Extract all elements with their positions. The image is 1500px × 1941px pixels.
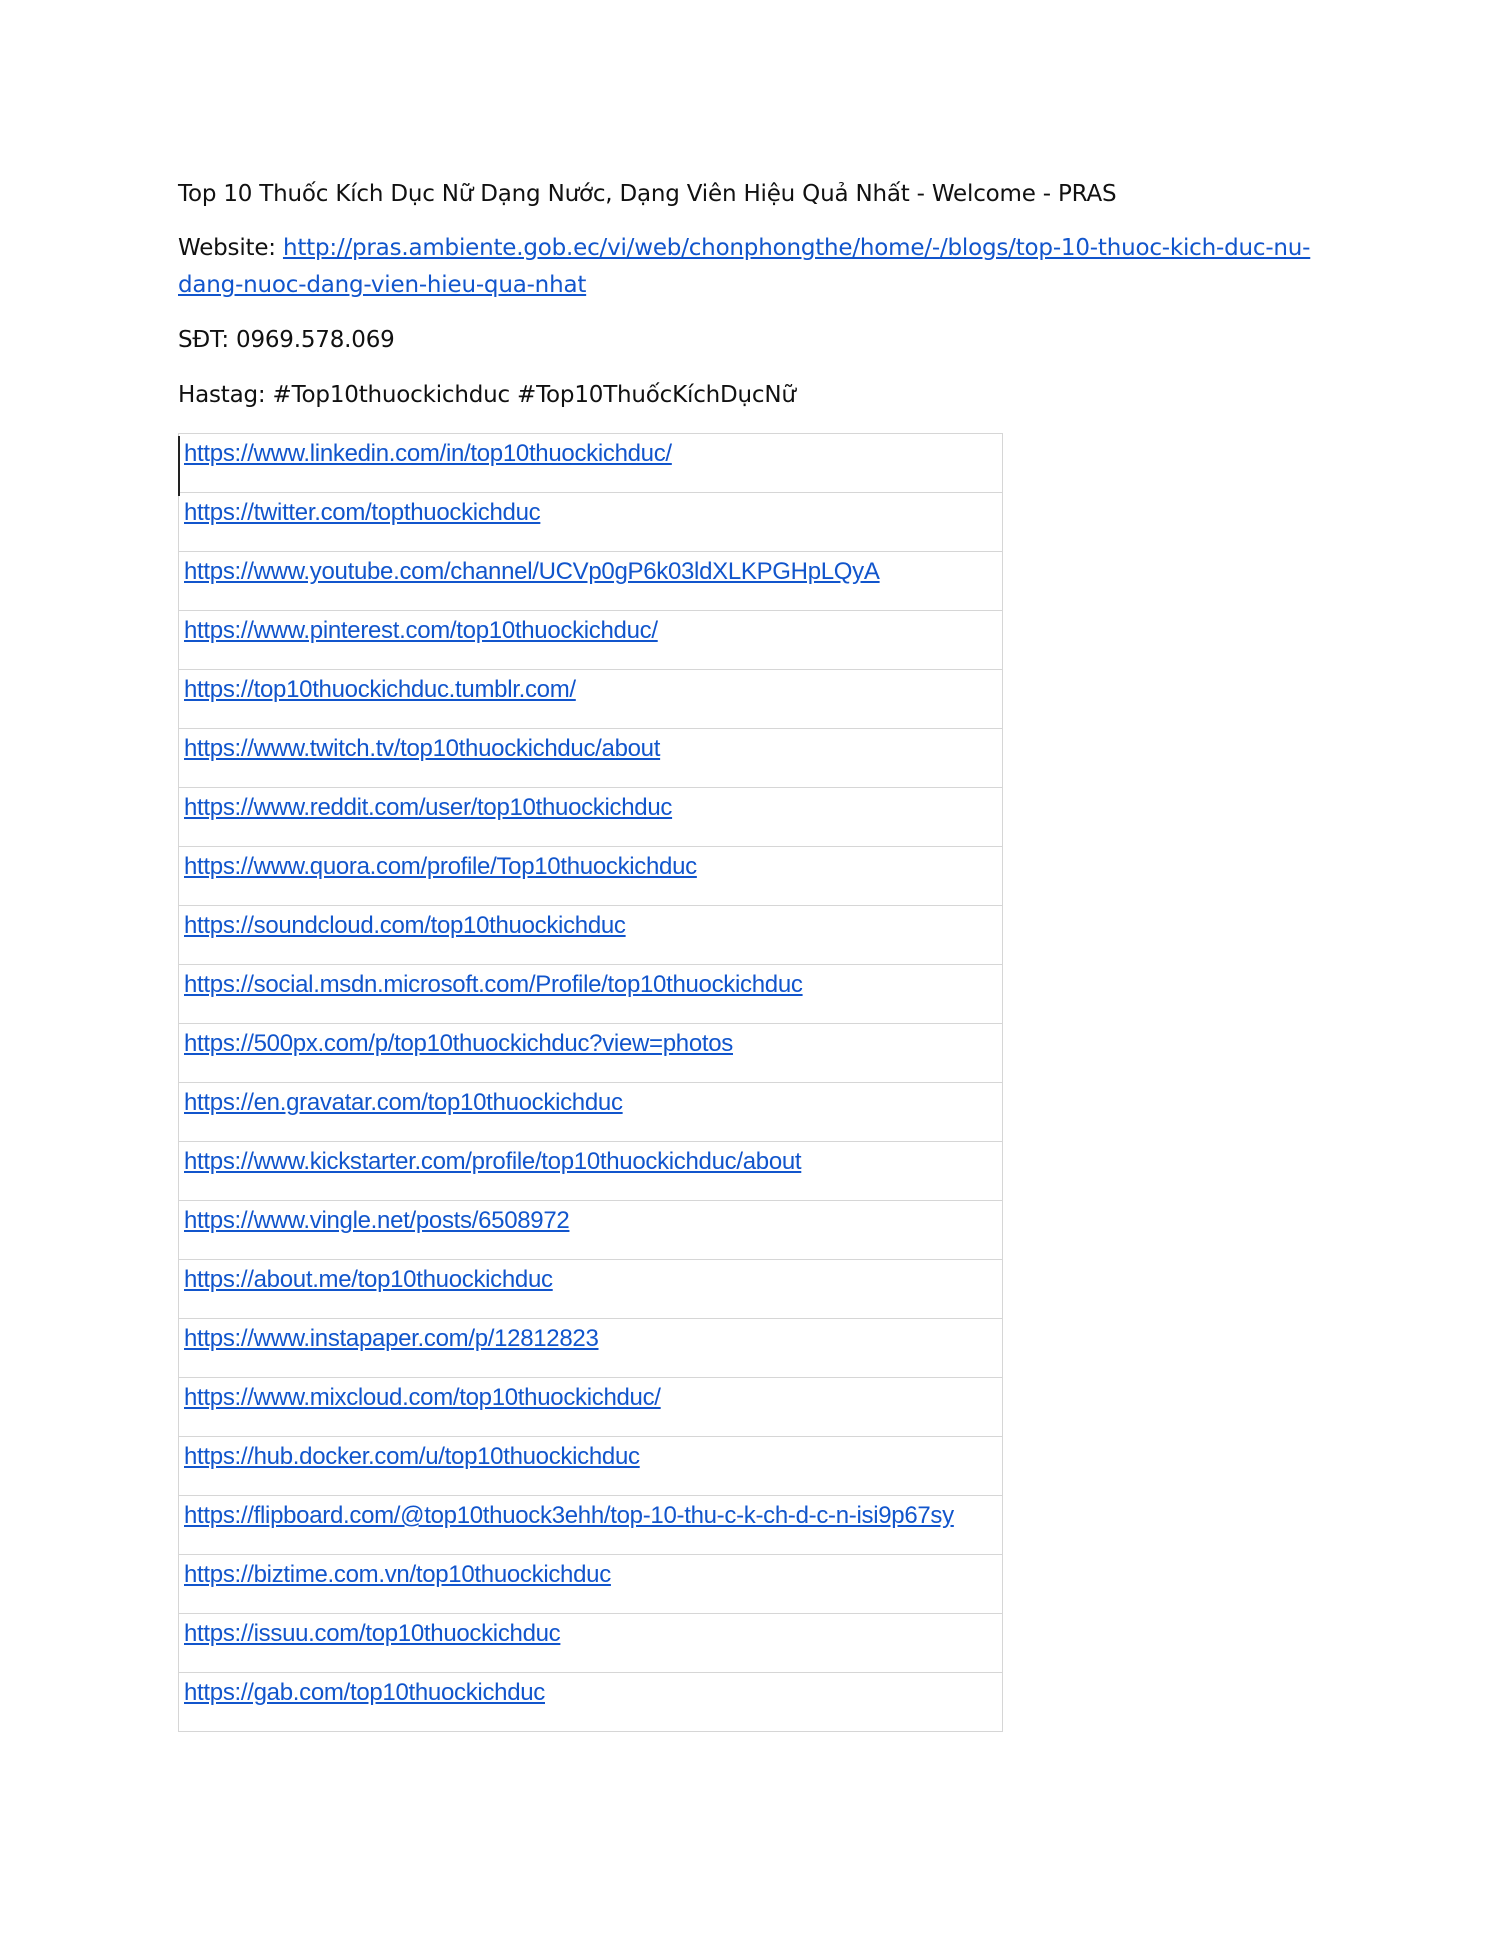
table-row [179, 1496, 1003, 1555]
profile-link[interactable]: https://www.youtube.com/channel/UCVp0gP6k03ldXLKPGHpLQyA [184, 558, 880, 585]
profile-link[interactable]: https://www.mixcloud.com/top10thuockichduc/ [184, 1384, 661, 1411]
table-row [179, 965, 1003, 1024]
table-row [179, 1673, 1003, 1732]
profile-link[interactable]: https://hub.docker.com/u/top10thuockichduc [184, 1443, 640, 1470]
table-cell [179, 1555, 1003, 1614]
profile-link[interactable]: https://soundcloud.com/top10thuockichduc [184, 912, 626, 939]
website-line [178, 230, 1338, 304]
table-row [179, 906, 1003, 965]
profile-link[interactable]: https://www.pinterest.com/top10thuockichduc/ [184, 617, 658, 644]
profile-link[interactable]: https://biztime.com.vn/top10thuockichduc [184, 1561, 611, 1588]
table-row [179, 493, 1003, 552]
profile-link[interactable]: https://about.me/top10thuockichduc [184, 1266, 553, 1293]
profile-link[interactable]: https://www.linkedin.com/in/top10thuockichduc/ [184, 440, 672, 467]
profile-link[interactable]: https://500px.com/p/top10thuockichduc?view=photos [184, 1030, 733, 1057]
table-cell [179, 847, 1003, 906]
links-table [178, 433, 1003, 1732]
table-row [179, 611, 1003, 670]
phone-line: SĐT: 0969.578.069 [178, 327, 395, 353]
table-row [179, 788, 1003, 847]
profile-link[interactable]: https://en.gravatar.com/top10thuockichduc [184, 1089, 623, 1116]
table-row [179, 1614, 1003, 1673]
table-cell [179, 611, 1003, 670]
table-cell [179, 1673, 1003, 1732]
website-label: Website: [178, 235, 283, 261]
table-cell [179, 1378, 1003, 1437]
table-row [179, 1319, 1003, 1378]
table-cell [179, 965, 1003, 1024]
table-row [179, 1142, 1003, 1201]
profile-link[interactable]: https://www.instapaper.com/p/12812823 [184, 1325, 599, 1352]
table-cell [179, 1024, 1003, 1083]
table-row [179, 729, 1003, 788]
table-cell [179, 670, 1003, 729]
table-row [179, 1378, 1003, 1437]
table-row [179, 1083, 1003, 1142]
table-cell [179, 1083, 1003, 1142]
table-cell [179, 906, 1003, 965]
table-cell [179, 552, 1003, 611]
table-row [179, 552, 1003, 611]
profile-link[interactable]: https://www.twitch.tv/top10thuockichduc/about [184, 735, 661, 762]
table-row [179, 434, 1003, 493]
profile-link[interactable]: https://top10thuockichduc.tumblr.com/ [184, 676, 576, 703]
table-row [179, 1437, 1003, 1496]
table-row [179, 847, 1003, 906]
website-link[interactable]: http://pras.ambiente.gob.ec/vi/web/chonphongthe/home/-/blogs/top-10-thuoc-kich-duc-nu-dang-nuoc-dang-vien-hieu-qua-nhat [178, 235, 1311, 298]
table-cell [179, 729, 1003, 788]
table-row [179, 670, 1003, 729]
hashtag-line: Hastag: #Top10thuockichduc #Top10ThuốcKíchDụcNữ [178, 382, 796, 408]
profile-link[interactable]: https://twitter.com/topthuockichduc [184, 499, 541, 526]
table-row [179, 1260, 1003, 1319]
table-cell [179, 1319, 1003, 1378]
table-cell [179, 788, 1003, 847]
text-cursor [178, 436, 180, 496]
table-cell [179, 1614, 1003, 1673]
table-cell [179, 1437, 1003, 1496]
table-cell [179, 1260, 1003, 1319]
profile-link[interactable]: https://www.quora.com/profile/Top10thuockichduc [184, 853, 697, 880]
table-row [179, 1555, 1003, 1614]
table-cell [179, 1496, 1003, 1555]
table-cell [179, 493, 1003, 552]
profile-link[interactable]: https://gab.com/top10thuockichduc [184, 1679, 545, 1706]
table-cell [179, 434, 1003, 493]
profile-link[interactable]: https://www.vingle.net/posts/6508972 [184, 1207, 570, 1234]
table-row [179, 1201, 1003, 1260]
profile-link[interactable]: https://www.reddit.com/user/top10thuockichduc [184, 794, 673, 821]
profile-link[interactable]: https://www.kickstarter.com/profile/top10thuockichduc/about [184, 1148, 802, 1175]
table-cell [179, 1201, 1003, 1260]
table-row [179, 1024, 1003, 1083]
profile-link[interactable]: https://flipboard.com/@top10thuock3ehh/top-10-thu-c-k-ch-d-c-n-isi9p67sy [184, 1502, 954, 1529]
profile-link[interactable]: https://issuu.com/top10thuockichduc [184, 1620, 561, 1647]
document-title: Top 10 Thuốc Kích Dục Nữ Dạng Nước, Dạng Viên Hiệu Quả Nhất - Welcome - PRAS [178, 181, 1117, 207]
profile-link[interactable]: https://social.msdn.microsoft.com/Profile/top10thuockichduc [184, 971, 803, 998]
table-cell [179, 1142, 1003, 1201]
